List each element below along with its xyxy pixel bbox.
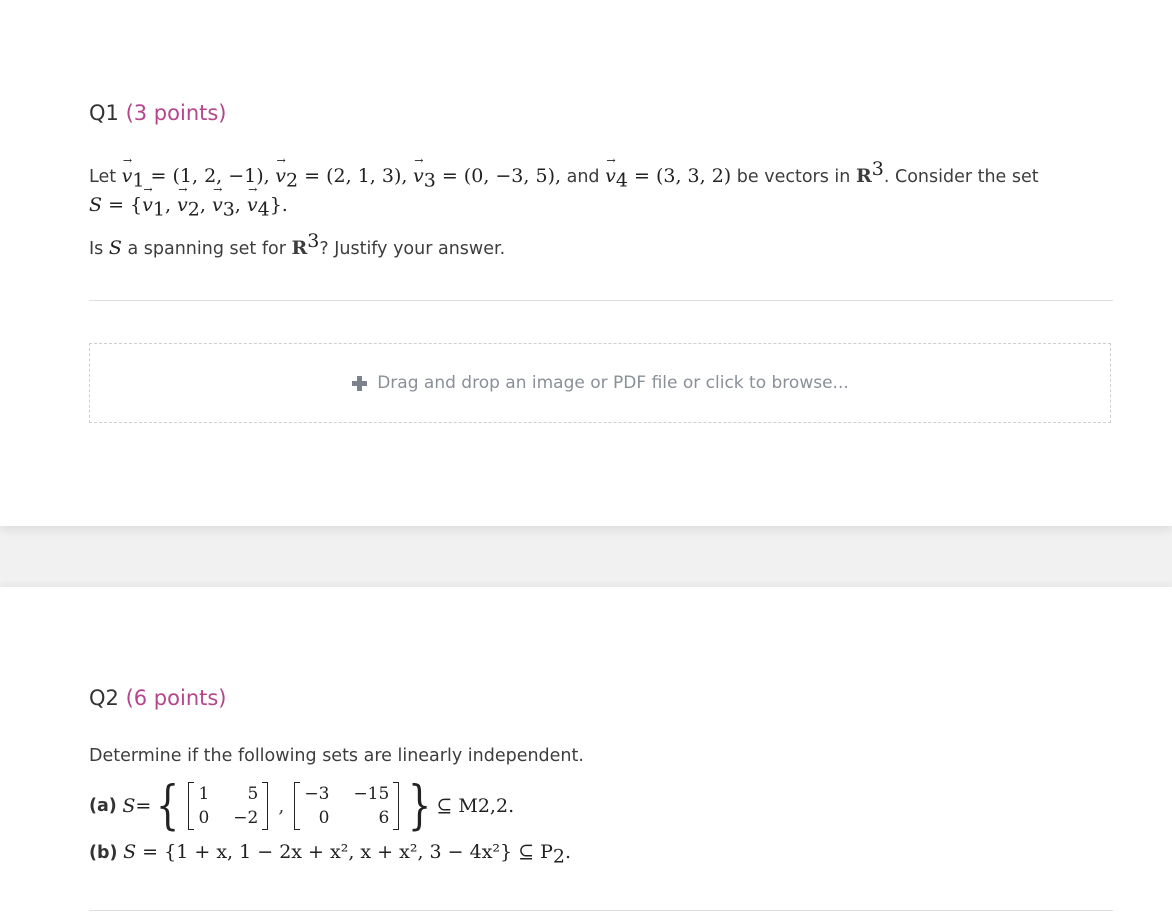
question-2-label: Q2 [89, 686, 119, 710]
vector-v3: → v [413, 165, 424, 187]
vector-v1: → v [122, 165, 133, 187]
question-2-divider [89, 910, 1113, 911]
question-1-line-1: Let → $v_1 = (1$, 2, −1), → $v_2 = (2$, 1, 3), → $v_3 = (0$, −3, 5), and → $v_4 = (3$, 3, 2) be vectors in $R^3$. Consider the set [89, 158, 1039, 191]
question-1-line-2: S = {→ $v_1$, → $v_2$, → $v_3$, → $v_4$}. [89, 194, 288, 221]
matrix-1: 1 5 0 −2 [188, 782, 268, 830]
question-2-part-a: (a) S = { 1 5 0 −2 , −3 −15 0 6 } ⊆ M 2,2 . [89, 776, 515, 836]
question-1-label: Q1 [89, 101, 119, 125]
question-1-line-3: Is S a spanning set for $R^3$? Justify your answer. [89, 230, 506, 259]
vector-v4: → v [605, 165, 616, 187]
plus-icon [351, 375, 368, 392]
question-1-points: (3 points) [125, 101, 227, 125]
file-upload-dropzone[interactable] [89, 343, 1111, 423]
upload-label: Drag and drop an image or PDF file or click to browse... [377, 373, 849, 393]
vector-v2: → v [275, 165, 286, 187]
question-2-part-b: (b) S = {1 + x, 1 − 2x + x², x + x², 3 − 4x²} ⊆ $P_2$. [89, 841, 572, 868]
question-2-title [89, 686, 227, 710]
question-2-points: (6 points) [125, 686, 227, 710]
question-1-title [89, 101, 227, 125]
matrix-2: −3 −15 0 6 [294, 782, 399, 830]
question-2-intro: Determine if the following sets are linearly independent. [89, 746, 584, 766]
question-1-divider [89, 300, 1113, 301]
